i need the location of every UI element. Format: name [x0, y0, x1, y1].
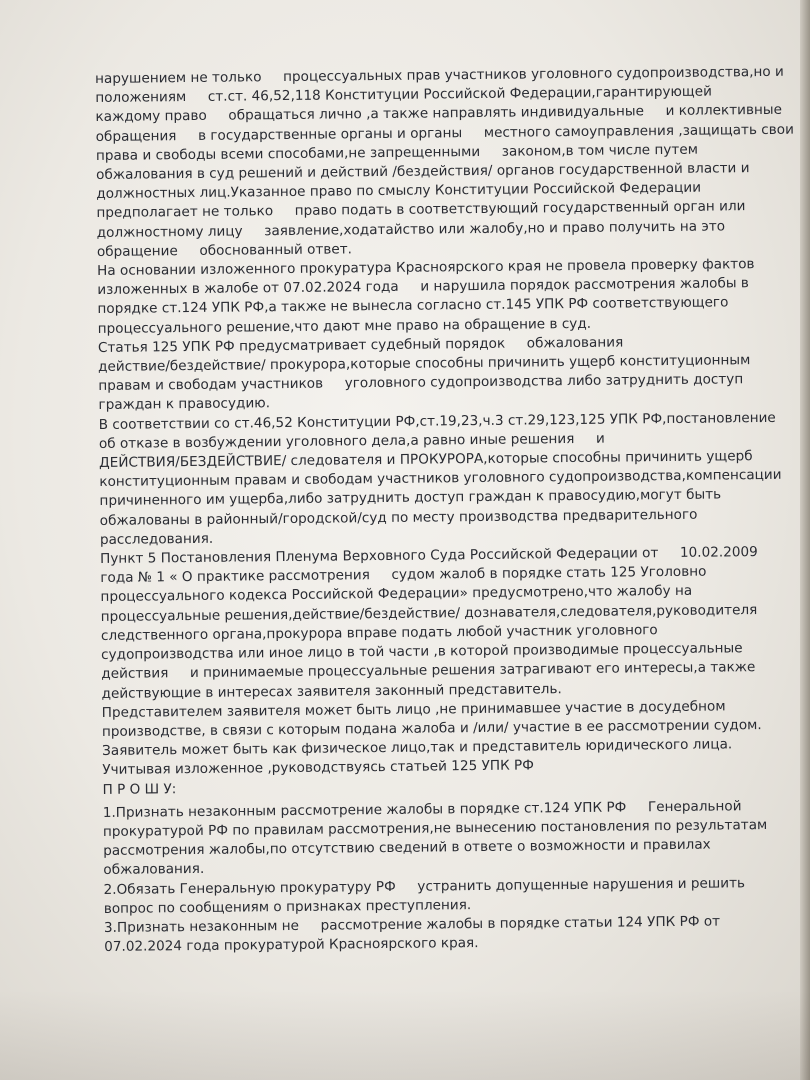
document-line: предполагает не только право подать в соответствующий государственный орган или [96, 198, 746, 222]
document-line: действия и принимаемые процессуальные решения затрагивают его интересы,а также [101, 659, 756, 683]
document-line: производстве, в связи с которым подана жалоба и /или/ участие в ее рассмотрении судом. [101, 716, 762, 740]
document-line: действующие в интересах заявителя законный представитель. [101, 680, 562, 702]
document-line: действие/бездействие/ прокурора,которые способны причинить ущерб конституционным [98, 352, 751, 376]
document-line: обращения в государственные органы и органы местного самоуправления ,защищать свои [95, 121, 794, 145]
document-line: следственного органа,прокурора вправе подать любой участник уголовного [100, 622, 658, 644]
document-line: об отказе в возбуждении уголовного дела,а равно иные решения и [98, 430, 605, 452]
document-line: П Р О Ш У: [102, 780, 177, 798]
document-line: Пункт 5 Постановления Пленума Верховного Суда Российской Федерации от 10.02.2009 [100, 544, 758, 568]
document-line: прокуратурой РФ по правилам рассмотрения,не вынесению постановления по результатам [102, 816, 768, 840]
paper-edge [800, 0, 810, 1080]
document-line: причиненного им ущерба,либо затруднить доступ граждан к правосудию,могут быть [99, 486, 722, 510]
document-line: конституционным правам и свободам участников уголовного судопроизводства,компенсации [99, 467, 782, 491]
document-line: В соответствии со ст.46,52 Конституции РФ,ст.19,23,ч.3 ст.29,123,125 УПК РФ,постановление [98, 409, 776, 433]
document-line: Учитывая изложенное ,руководствуясь статьей 125 УПК РФ [102, 757, 535, 779]
document-line: процессуального кодекса Российской Федерации» предусмотрено,что жалобу на [100, 583, 693, 606]
document-line: Статья 125 УПК РФ предусматривает судебный порядок обжалования [97, 334, 624, 356]
document-line: обжалования в суд решений и действий /бездействия/ органов государственной власти и [96, 160, 750, 184]
document-line: ДЕЙСТВИЯ/БЕЗДЕЙСТВИЕ/ следователя и ПРОКУРОРА,которые способны причинить ущерб [99, 448, 753, 472]
document-line: 07.02.2024 года прокуратурой Красноярского края. [104, 935, 479, 956]
document-line: судопроизводства или иное лицо в той части ,в которой производимые процессуальные [101, 640, 743, 664]
document-line: должностных лиц.Указанное право по смыслу Конституции Российской Федерации [96, 179, 702, 203]
document-line: положениям ст.ст. 46,52,118 Конституции Российской Федерации,гарантирующей [95, 83, 712, 107]
document-line: вопрос по сообщениям о признаках преступления. [103, 896, 472, 917]
document-line: процессуальные решения,действие/бездействие/ дознавателя,следователя,руководителя [100, 601, 758, 625]
document-line: обжалования. [103, 861, 205, 879]
document-line: порядке ст.124 УПК РФ,а также не вынесла согласно ст.145 УПК РФ соответствующего [97, 294, 729, 318]
document-line: 1.Признать незаконным рассмотрение жалобы в порядке ст.124 УПК РФ Генеральной [102, 797, 742, 821]
document-line: права и свободы всеми способами,не запрещенными законом,в том числе путем [95, 141, 699, 164]
document-page [95, 63, 794, 958]
document-line: Заявитель может быть как физическое лицо,так и представитель юридического лица. [102, 736, 733, 760]
document-line: расследования. [99, 530, 214, 548]
document-line: нарушением не только процессуальных прав участников уголовного судопроизводства,но и [95, 63, 784, 87]
document-line: процессуального решение,что дают мне право на обращение в суд. [97, 315, 592, 337]
document-line: На основании изложенного прокуратура Красноярского края не провела проверку фактов [97, 256, 755, 280]
document-line: каждому право обращаться лично ,а также направлять индивидуальные и коллективные [95, 102, 783, 126]
document-line: обжалованы в районный/городской/суд по месту производства предварительного [99, 506, 698, 529]
document-line: рассмотрения жалобы,по отсутствию сведений в ответе о возможности и правилах [103, 836, 711, 860]
document-line: года № 1 « О практике рассмотрения судом жалоб в порядке стать 125 Уголовно [100, 563, 707, 587]
document-line: обращение обоснованный ответ. [96, 241, 353, 260]
document-line: Представителем заявителя может быть лицо ,не принимавшее участие в досудебном [101, 698, 726, 721]
document-line: правам и свободам участников уголовного судопроизводства либо затруднить доступ [98, 371, 744, 395]
shadow-area [0, 990, 810, 1080]
document-line: 2.Обязать Генеральную прокуратуру РФ устранить допущенные нарушения и решить [103, 874, 746, 898]
document-line: изложенных в жалобе от 07.02.2024 года и нарушила порядок рассмотрения жалобы в [97, 275, 749, 299]
document-line: 3.Признать незаконным не рассмотрение жалобы в порядке статьи 124 УПК РФ от [103, 913, 721, 936]
document-line: граждан к правосудию. [98, 395, 271, 414]
document-line: должностному лицу заявление,ходатайство или жалобу,но и право получить на это [96, 218, 726, 241]
